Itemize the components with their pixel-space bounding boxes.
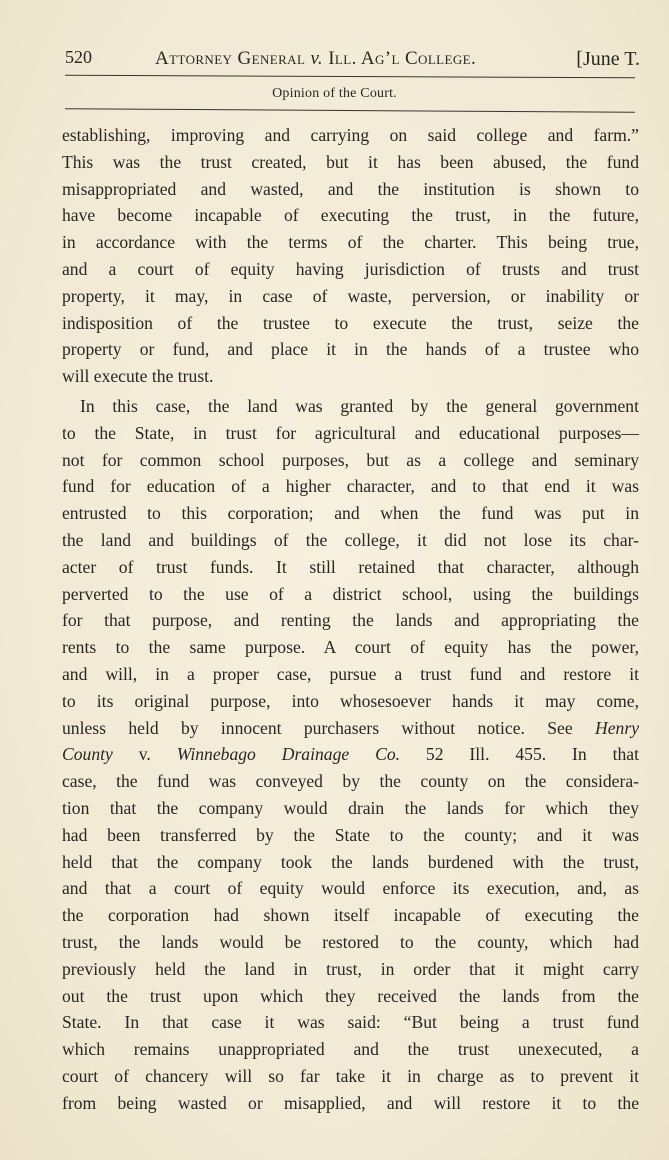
cited-case-name: Winnebago Drainage Co. [176, 744, 401, 765]
text-line: This was the trust created, but it has been abused, the fund [62, 151, 639, 172]
case-title-plaintiff: Attorney General [155, 48, 306, 69]
paragraph-2 [62, 393, 639, 1117]
text-line: had been transferred by the State to the county; and it was [62, 824, 639, 845]
page-number: 520 [65, 47, 92, 67]
text-line: held that the company took the lands burdened with the trust, [62, 851, 639, 872]
text-line: and that a court of equity would enforce its execution, and, as [62, 878, 639, 899]
header-rule-top [65, 75, 635, 78]
text-line: not for common school purposes, but as a college and seminary [62, 449, 639, 470]
text-line: out the trust upon which they received the lands from the [62, 985, 639, 1006]
text-line: for that purpose, and renting the lands and appropriating the [62, 610, 639, 631]
cited-case-name: Henry [595, 717, 639, 738]
text-line: to its original purpose, into whosesoever hands it may come, [62, 690, 639, 711]
text-line: tion that the company would drain the lands for which they [62, 797, 639, 818]
text-line: entrusted to this corporation; and when the fund was put in [62, 503, 639, 524]
case-title [155, 44, 476, 74]
section-heading: Opinion of the Court. [272, 86, 397, 101]
text-line: and will, in a proper case, pursue a trust fund and restore it [62, 663, 639, 684]
text-line: case, the fund was conveyed by the county on the considera- [62, 771, 639, 792]
text-line: to the State, in trust for agricultural and educational purposes— [62, 422, 639, 443]
text-line: trust, the lands would be restored to the county, which had [62, 931, 639, 952]
text-line: State. In that case it was said: “But being a trust fund [62, 1012, 639, 1033]
header-rule-bottom [65, 108, 635, 112]
text-line: in accordance with the terms of the charter. This being true, [62, 232, 639, 253]
paragraph-1 [62, 122, 639, 390]
opinion-body [62, 122, 639, 1116]
citation-reference: 52 Ill. 455. In that [400, 744, 639, 765]
term-label: [June T. [576, 48, 640, 70]
cited-case-name: County [62, 744, 113, 765]
text-line: indisposition of the trustee to execute the trust, seize the [62, 312, 639, 333]
text-line: the corporation had shown itself incapable of executing the [62, 905, 639, 926]
case-title-defendant: Ill. Ag’l College. [328, 48, 477, 69]
citation-line-2: County v. Winnebago Drainage Co. 52 Ill. 455. In that [62, 744, 639, 765]
text-line: perverted to the use of a district school, using the buildings [62, 583, 639, 604]
text-line: court of chancery will so far take it in charge as to prevent it [62, 1065, 639, 1086]
text-line: property or fund, and place it in the hands of a trustee who [62, 339, 639, 360]
text-line: and a court of equity having jurisdiction of trusts and trust [62, 258, 639, 279]
text-line: In this case, the land was granted by the general government [80, 395, 639, 416]
text-line: misappropriated and wasted, and the institution is shown to [62, 178, 639, 199]
citation-line-1: unless held by innocent purchasers without notice. See Henry [62, 717, 639, 738]
text-line: fund for education of a higher character, and to that end it was [62, 476, 639, 497]
text-line: from being wasted or misapplied, and will restore it to the [62, 1092, 639, 1113]
text-line: which remains unappropriated and the trust unexecuted, a [62, 1039, 639, 1060]
text-line: property, it may, in case of waste, perversion, or inability or [62, 285, 639, 306]
text-line: previously held the land in trust, in order that it might carry [62, 958, 639, 979]
text-line: rents to the same purpose. A court of equity has the power, [62, 637, 639, 658]
text-line: establishing, improving and carrying on said college and farm.” [62, 125, 639, 145]
text-line: the land and buildings of the college, it did not lose its char- [62, 529, 639, 550]
running-head [65, 42, 640, 72]
case-title-versus: v. [310, 48, 324, 69]
text-line: have become incapable of executing the trust, in the future, [62, 205, 639, 226]
text-line: acter of trust funds. It still retained that character, although [62, 556, 639, 577]
text-line: will execute the trust. [62, 366, 214, 387]
